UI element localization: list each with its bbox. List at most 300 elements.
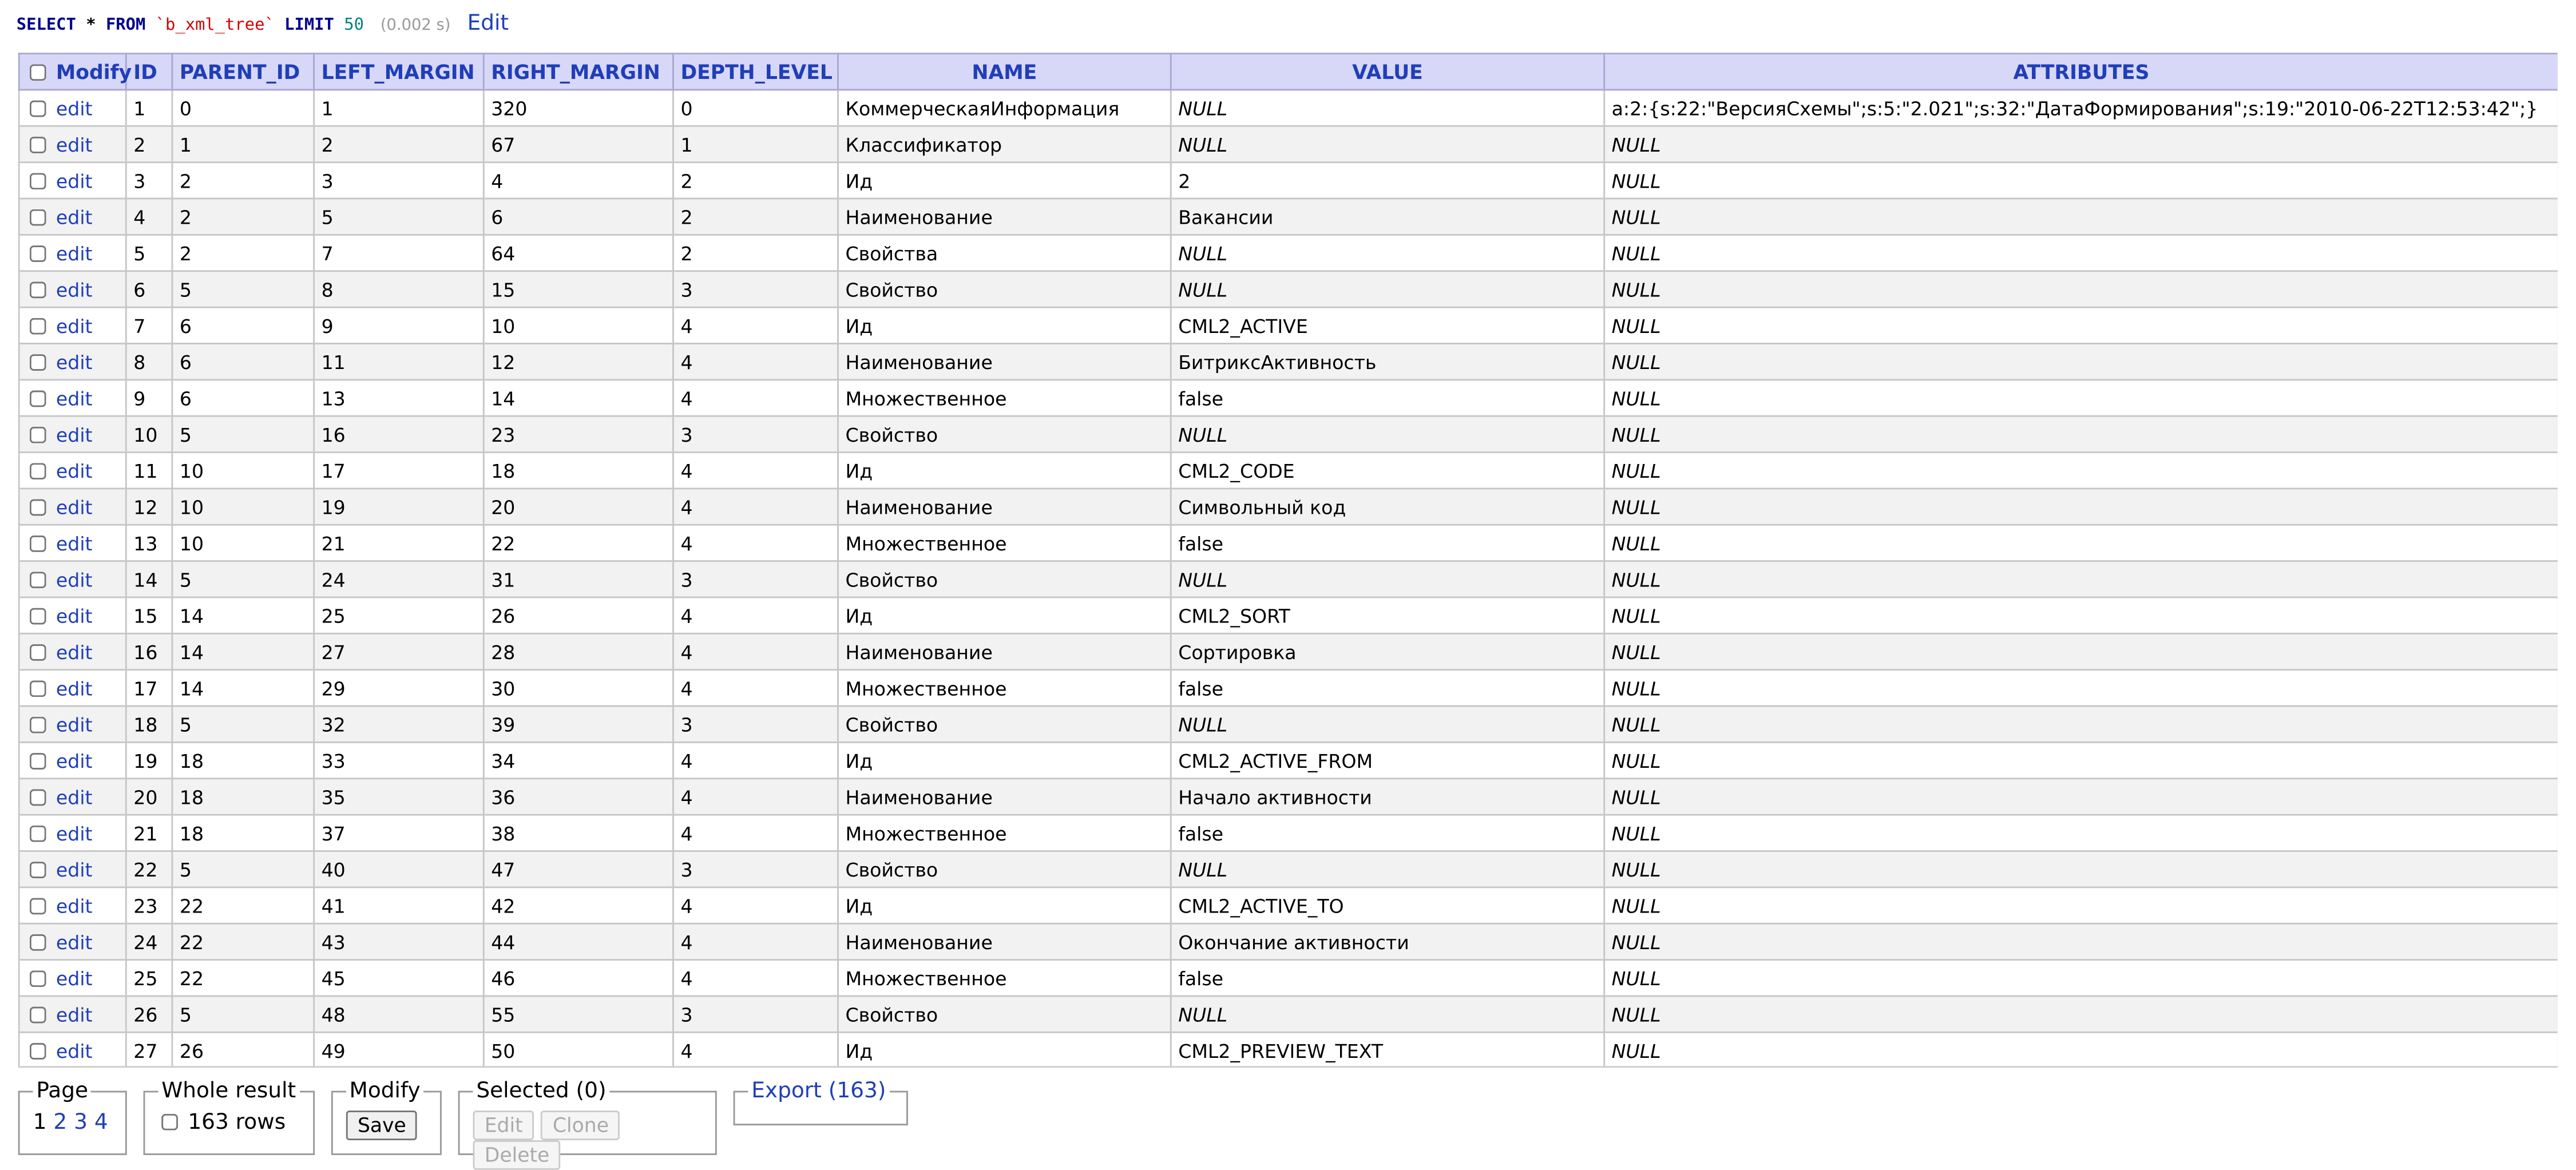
cell-parent-id: 5 [172, 561, 314, 597]
cell-parent-id: 2 [172, 199, 314, 235]
cell-value: БитриксАктивность [1171, 343, 1604, 379]
cell-parent-id: 6 [172, 343, 314, 379]
cell-name: Наименование [838, 343, 1171, 379]
row-select-cell [19, 779, 126, 815]
cell-name: Наименование [838, 779, 1171, 815]
row-select-cell [19, 162, 126, 199]
cell-left-margin: 9 [314, 307, 484, 343]
cell-parent-id: 6 [172, 380, 314, 416]
delete-selected-button[interactable]: Delete [473, 1140, 561, 1170]
cell-right-margin: 50 [484, 1032, 673, 1068]
row-checkbox[interactable] [30, 824, 46, 841]
header-right-margin[interactable]: RIGHT_MARGIN [484, 54, 673, 90]
cell-attributes: NULL [1604, 815, 2558, 851]
table-row [19, 779, 2558, 815]
cell-right-margin: 22 [484, 525, 673, 561]
cell-id: 11 [126, 453, 172, 489]
cell-id: 5 [126, 235, 172, 271]
sql-select-keyword: SELECT [16, 16, 76, 35]
cell-right-margin: 23 [484, 416, 673, 452]
cell-name: Ид [838, 597, 1171, 633]
cell-attributes: NULL [1604, 706, 2558, 742]
cell-parent-id: 26 [172, 1032, 314, 1068]
row-edit-link[interactable]: edit [56, 350, 93, 374]
edit-query-link[interactable]: Edit [467, 11, 509, 37]
cell-id: 23 [126, 887, 172, 923]
cell-left-margin: 21 [314, 525, 484, 561]
row-checkbox[interactable] [30, 897, 46, 914]
row-checkbox[interactable] [30, 390, 46, 406]
cell-value: NULL [1171, 90, 1604, 126]
row-select-cell [19, 199, 126, 235]
cell-right-margin: 67 [484, 126, 673, 162]
cell-name: Наименование [838, 489, 1171, 525]
cell-right-margin: 15 [484, 271, 673, 307]
cell-id: 6 [126, 271, 172, 307]
cell-depth-level: 0 [673, 90, 838, 126]
header-id[interactable]: ID [126, 54, 172, 90]
cell-left-margin: 1 [314, 90, 484, 126]
row-edit-link[interactable]: edit [56, 132, 93, 156]
cell-right-margin: 320 [484, 90, 673, 126]
cell-id: 10 [126, 416, 172, 452]
cell-right-margin: 55 [484, 996, 673, 1032]
selected-legend: Selected (0) [476, 1079, 607, 1104]
cell-attributes: NULL [1604, 489, 2558, 525]
cell-left-margin: 17 [314, 453, 484, 489]
page-link-3[interactable]: 3 [74, 1110, 88, 1136]
cell-attributes: NULL [1604, 162, 2558, 199]
table-body [19, 90, 2558, 1068]
row-checkbox[interactable] [30, 680, 46, 696]
cell-parent-id: 6 [172, 307, 314, 343]
cell-right-margin: 47 [484, 851, 673, 887]
cell-attributes: NULL [1604, 597, 2558, 633]
cell-left-margin: 29 [314, 670, 484, 706]
row-select-cell [19, 235, 126, 271]
cell-right-margin: 4 [484, 162, 673, 199]
row-checkbox[interactable] [30, 426, 46, 442]
cell-name: Ид [838, 307, 1171, 343]
sql-query-line [17, 8, 509, 39]
row-edit-link[interactable]: edit [56, 568, 93, 591]
cell-id: 4 [126, 199, 172, 235]
whole-result-checkbox[interactable] [161, 1114, 178, 1131]
cell-parent-id: 2 [172, 162, 314, 199]
query-timing: (0.002 s) [380, 16, 451, 35]
table-row [19, 235, 2558, 271]
row-checkbox[interactable] [30, 498, 46, 515]
cell-id: 2 [126, 126, 172, 162]
cell-name: Классификатор [838, 126, 1171, 162]
cell-value: CML2_CODE [1171, 453, 1604, 489]
row-checkbox[interactable] [30, 934, 46, 950]
row-select-cell [19, 597, 126, 633]
row-select-cell [19, 960, 126, 996]
table-row [19, 561, 2558, 597]
results-table-container [18, 53, 2558, 1068]
page-link-2[interactable]: 2 [53, 1110, 68, 1136]
cell-parent-id: 10 [172, 489, 314, 525]
cell-value: NULL [1171, 271, 1604, 307]
cell-parent-id: 10 [172, 525, 314, 561]
cell-left-margin: 35 [314, 779, 484, 815]
cell-parent-id: 22 [172, 887, 314, 923]
cell-name: Свойство [838, 416, 1171, 452]
selected-fieldset [458, 1079, 717, 1167]
page-legend: Page [36, 1079, 89, 1104]
export-legend [748, 1079, 890, 1104]
cell-value: NULL [1171, 706, 1604, 742]
row-edit-link[interactable]: edit [56, 930, 93, 954]
cell-depth-level: 4 [673, 525, 838, 561]
header-attributes[interactable]: ATTRIBUTES [1604, 54, 2558, 90]
cell-parent-id: 5 [172, 996, 314, 1032]
export-link[interactable]: Export (163) [751, 1079, 886, 1104]
sql-query [17, 17, 374, 35]
row-checkbox[interactable] [30, 172, 46, 189]
cell-parent-id: 22 [172, 960, 314, 996]
cell-value: false [1171, 380, 1604, 416]
cell-attributes: NULL [1604, 199, 2558, 235]
cell-depth-level: 3 [673, 706, 838, 742]
cell-attributes: a:2:{s:22:"ВерсияСхемы";s:5:"2.021";s:32:"ДатаФормирования";s:19:"2010-06-22T12:53:42";} [1604, 90, 2558, 126]
row-select-cell [19, 271, 126, 307]
cell-parent-id: 18 [172, 742, 314, 778]
cell-depth-level: 4 [673, 633, 838, 669]
table-row [19, 380, 2558, 416]
cell-name: Свойство [838, 561, 1171, 597]
row-checkbox[interactable] [30, 100, 46, 116]
cell-right-margin: 46 [484, 960, 673, 996]
row-edit-link[interactable]: edit [56, 277, 93, 301]
sql-star: * [86, 16, 96, 35]
sql-limit-value: 50 [344, 16, 364, 35]
row-edit-link[interactable]: edit [56, 531, 93, 555]
row-edit-link[interactable]: edit [56, 640, 93, 664]
row-select-cell [19, 887, 126, 923]
row-edit-link[interactable]: edit [56, 386, 93, 410]
row-checkbox[interactable] [30, 317, 46, 334]
cell-attributes: NULL [1604, 380, 2558, 416]
header-value[interactable]: VALUE [1171, 54, 1604, 90]
cell-name: Наименование [838, 633, 1171, 669]
cell-left-margin: 2 [314, 126, 484, 162]
row-select-cell [19, 1032, 126, 1068]
row-select-cell [19, 525, 126, 561]
cell-left-margin: 33 [314, 742, 484, 778]
cell-value: NULL [1171, 126, 1604, 162]
cell-attributes: NULL [1604, 453, 2558, 489]
row-checkbox[interactable] [30, 535, 46, 552]
row-checkbox[interactable] [30, 716, 46, 732]
cell-left-margin: 11 [314, 343, 484, 379]
cell-parent-id: 5 [172, 851, 314, 887]
cell-parent-id: 5 [172, 706, 314, 742]
cell-parent-id: 14 [172, 670, 314, 706]
cell-value: Начало активности [1171, 779, 1604, 815]
row-edit-link[interactable]: edit [56, 785, 93, 808]
row-checkbox[interactable] [30, 861, 46, 878]
cell-id: 27 [126, 1032, 172, 1068]
cell-depth-level: 4 [673, 960, 838, 996]
cell-depth-level: 4 [673, 489, 838, 525]
row-checkbox[interactable] [30, 788, 46, 805]
cell-value: Сортировка [1171, 633, 1604, 669]
cell-value: NULL [1171, 851, 1604, 887]
cell-depth-level: 4 [673, 815, 838, 851]
cell-right-margin: 38 [484, 815, 673, 851]
row-edit-link[interactable]: edit [56, 966, 93, 990]
cell-parent-id: 18 [172, 815, 314, 851]
row-select-cell [19, 453, 126, 489]
cell-attributes: NULL [1604, 561, 2558, 597]
cell-right-margin: 14 [484, 380, 673, 416]
cell-attributes: NULL [1604, 126, 2558, 162]
row-select-cell [19, 343, 126, 379]
header-parent-id[interactable]: PARENT_ID [172, 54, 314, 90]
row-select-cell [19, 742, 126, 778]
row-select-cell [19, 706, 126, 742]
row-checkbox[interactable] [30, 644, 46, 660]
cell-left-margin: 25 [314, 597, 484, 633]
cell-attributes: NULL [1604, 996, 2558, 1032]
clone-selected-button[interactable]: Clone [541, 1110, 620, 1140]
row-select-cell [19, 923, 126, 959]
cell-depth-level: 4 [673, 779, 838, 815]
cell-id: 12 [126, 489, 172, 525]
cell-value: NULL [1171, 996, 1604, 1032]
cell-attributes: NULL [1604, 923, 2558, 959]
cell-id: 8 [126, 343, 172, 379]
row-select-cell [19, 815, 126, 851]
cell-parent-id: 22 [172, 923, 314, 959]
row-select-cell [19, 633, 126, 669]
cell-right-margin: 12 [484, 343, 673, 379]
row-checkbox[interactable] [30, 970, 46, 986]
cell-name: Свойство [838, 271, 1171, 307]
row-select-cell [19, 126, 126, 162]
cell-attributes: NULL [1604, 670, 2558, 706]
cell-name: Множественное [838, 670, 1171, 706]
row-edit-link[interactable]: edit [56, 858, 93, 881]
cell-attributes: NULL [1604, 851, 2558, 887]
whole-result-fieldset [144, 1079, 315, 1155]
cell-attributes: NULL [1604, 525, 2558, 561]
header-name[interactable]: NAME [838, 54, 1171, 90]
row-checkbox[interactable] [30, 1042, 46, 1059]
cell-id: 7 [126, 307, 172, 343]
row-edit-link[interactable]: edit [56, 821, 93, 844]
cell-id: 24 [126, 923, 172, 959]
modify-column-link[interactable]: Modify [56, 60, 132, 84]
cell-depth-level: 3 [673, 996, 838, 1032]
cell-depth-level: 2 [673, 199, 838, 235]
cell-left-margin: 7 [314, 235, 484, 271]
cell-attributes: NULL [1604, 742, 2558, 778]
modify-legend: Modify [349, 1079, 421, 1104]
row-checkbox[interactable] [30, 208, 46, 225]
cell-depth-level: 4 [673, 380, 838, 416]
edit-selected-button[interactable]: Edit [473, 1110, 534, 1140]
row-checkbox[interactable] [30, 245, 46, 261]
cell-left-margin: 27 [314, 633, 484, 669]
sql-from-keyword: FROM [105, 16, 146, 35]
cell-parent-id: 10 [172, 453, 314, 489]
cell-parent-id: 0 [172, 90, 314, 126]
table-row [19, 597, 2558, 633]
cell-id: 21 [126, 815, 172, 851]
cell-attributes: NULL [1604, 271, 2558, 307]
cell-id: 3 [126, 162, 172, 199]
cell-id: 17 [126, 670, 172, 706]
cell-value: CML2_PREVIEW_TEXT [1171, 1032, 1604, 1068]
cell-value: 2 [1171, 162, 1604, 199]
row-edit-link[interactable]: edit [56, 96, 93, 120]
cell-name: Ид [838, 453, 1171, 489]
header-depth-level[interactable]: DEPTH_LEVEL [673, 54, 838, 90]
row-edit-link[interactable]: edit [56, 169, 93, 192]
cell-name: Свойство [838, 706, 1171, 742]
row-edit-link[interactable]: edit [56, 459, 93, 482]
cell-id: 26 [126, 996, 172, 1032]
cell-right-margin: 64 [484, 235, 673, 271]
cell-value: false [1171, 670, 1604, 706]
row-checkbox[interactable] [30, 136, 46, 153]
cell-right-margin: 26 [484, 597, 673, 633]
cell-value: Символьный код [1171, 489, 1604, 525]
row-edit-link[interactable]: edit [56, 241, 93, 265]
table-row [19, 742, 2558, 778]
table-row [19, 923, 2558, 959]
cell-parent-id: 5 [172, 271, 314, 307]
table-row [19, 1032, 2558, 1068]
row-checkbox[interactable] [30, 571, 46, 588]
row-checkbox[interactable] [30, 752, 46, 769]
cell-left-margin: 45 [314, 960, 484, 996]
cell-left-margin: 41 [314, 887, 484, 923]
cell-id: 20 [126, 779, 172, 815]
cell-id: 25 [126, 960, 172, 996]
cell-left-margin: 32 [314, 706, 484, 742]
cell-depth-level: 1 [673, 126, 838, 162]
cell-right-margin: 31 [484, 561, 673, 597]
row-select-cell [19, 416, 126, 452]
table-row [19, 525, 2558, 561]
row-edit-link[interactable]: edit [56, 1038, 93, 1062]
cell-parent-id: 14 [172, 597, 314, 633]
cell-right-margin: 36 [484, 779, 673, 815]
table-row [19, 271, 2558, 307]
table-row [19, 670, 2558, 706]
cell-right-margin: 30 [484, 670, 673, 706]
select-all-checkbox[interactable] [30, 64, 46, 80]
cell-attributes: NULL [1604, 343, 2558, 379]
cell-attributes: NULL [1604, 633, 2558, 669]
row-select-cell [19, 670, 126, 706]
cell-right-margin: 34 [484, 742, 673, 778]
cell-value: false [1171, 525, 1604, 561]
cell-depth-level: 3 [673, 561, 838, 597]
row-select-cell [19, 489, 126, 525]
table-row [19, 851, 2558, 887]
row-edit-link[interactable]: edit [56, 422, 93, 446]
row-checkbox[interactable] [30, 1006, 46, 1022]
page-link-4[interactable]: 4 [94, 1110, 108, 1136]
row-checkbox[interactable] [30, 462, 46, 479]
cell-id: 1 [126, 90, 172, 126]
row-select-cell [19, 561, 126, 597]
page-fieldset [18, 1079, 127, 1155]
cell-left-margin: 48 [314, 996, 484, 1032]
cell-left-margin: 19 [314, 489, 484, 525]
cell-name: Множественное [838, 815, 1171, 851]
cell-left-margin: 16 [314, 416, 484, 452]
cell-id: 15 [126, 597, 172, 633]
cell-right-margin: 18 [484, 453, 673, 489]
cell-depth-level: 4 [673, 923, 838, 959]
cell-left-margin: 8 [314, 271, 484, 307]
cell-depth-level: 4 [673, 597, 838, 633]
cell-left-margin: 3 [314, 162, 484, 199]
cell-value: CML2_ACTIVE_TO [1171, 887, 1604, 923]
row-checkbox[interactable] [30, 354, 46, 370]
cell-attributes: NULL [1604, 887, 2558, 923]
table-row [19, 307, 2558, 343]
cell-attributes: NULL [1604, 1032, 2558, 1068]
cell-id: 18 [126, 706, 172, 742]
row-edit-link[interactable]: edit [56, 748, 93, 772]
row-edit-link[interactable]: edit [56, 1002, 93, 1026]
table-row [19, 960, 2558, 996]
row-select-cell [19, 996, 126, 1032]
current-page: 1 [33, 1110, 47, 1136]
row-edit-link[interactable]: edit [56, 604, 93, 627]
cell-left-margin: 49 [314, 1032, 484, 1068]
row-edit-link[interactable]: edit [56, 314, 93, 337]
row-checkbox[interactable] [30, 281, 46, 298]
cell-id: 16 [126, 633, 172, 669]
cell-id: 22 [126, 851, 172, 887]
cell-left-margin: 37 [314, 815, 484, 851]
cell-right-margin: 20 [484, 489, 673, 525]
table-row [19, 887, 2558, 923]
modify-fieldset [331, 1079, 442, 1155]
cell-name: Наименование [838, 199, 1171, 235]
cell-depth-level: 3 [673, 416, 838, 452]
row-edit-link[interactable]: edit [56, 495, 93, 518]
row-edit-link[interactable]: edit [56, 676, 93, 700]
cell-depth-level: 4 [673, 670, 838, 706]
row-edit-link[interactable]: edit [56, 712, 93, 736]
cell-left-margin: 24 [314, 561, 484, 597]
row-edit-link[interactable]: edit [56, 205, 93, 228]
save-button[interactable]: Save [346, 1110, 418, 1140]
row-checkbox[interactable] [30, 607, 46, 624]
cell-value: false [1171, 960, 1604, 996]
cell-id: 13 [126, 525, 172, 561]
row-select-cell [19, 380, 126, 416]
export-fieldset [734, 1079, 908, 1125]
cell-value: CML2_ACTIVE_FROM [1171, 742, 1604, 778]
cell-id: 9 [126, 380, 172, 416]
row-edit-link[interactable]: edit [56, 894, 93, 917]
whole-result-legend: Whole result [161, 1079, 296, 1104]
cell-value: NULL [1171, 416, 1604, 452]
table-row [19, 126, 2558, 162]
header-left-margin[interactable]: LEFT_MARGIN [314, 54, 484, 90]
cell-parent-id: 1 [172, 126, 314, 162]
